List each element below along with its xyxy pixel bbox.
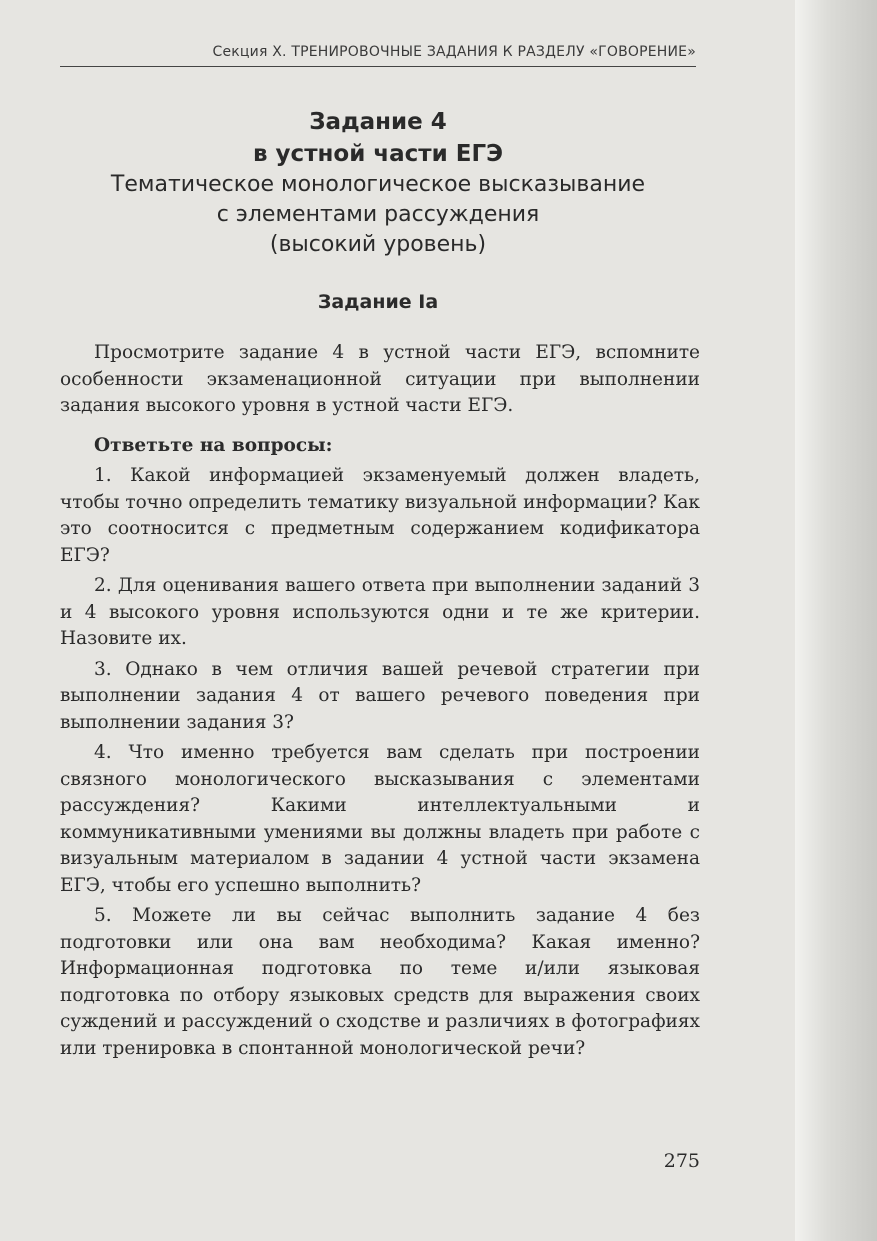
question-1: 1. Какой информацией экзаменуемый должен владеть, чтобы точно определить тематику визуальной информации? Как это соотносится с предметным содержанием кодификатора ЕГЭ? xyxy=(60,465,700,566)
subtask-heading: Задание Iа xyxy=(317,291,439,313)
heading-line-3: Тематическое монологическое высказывание xyxy=(110,172,646,197)
intro-paragraph: Просмотрите задание 4 в устной части ЕГЭ, вспомните особенности экзаменационной ситуации при выполнении задания высокого уровня в устной части ЕГЭ. xyxy=(60,342,700,416)
task-heading xyxy=(60,106,696,260)
header-rule xyxy=(60,66,696,67)
heading-line-4: с элементами рассуждения xyxy=(216,202,540,227)
questions-label: Ответьте на вопросы: xyxy=(94,434,333,456)
question-4: 4. Что именно требуется вам сделать при построении связного монологического высказывания с элементами рассуждения? Какими интеллектуальными и коммуникативными умениями вы должны владеть при работе с визуальным материалом в задании 4 устной части экзамена ЕГЭ, чтобы его успешно выполнить? xyxy=(60,742,700,896)
body-text xyxy=(60,340,700,1062)
running-head: Секция X. ТРЕНИРОВОЧНЫЕ ЗАДАНИЯ К РАЗДЕЛУ «ГОВОРЕНИЕ» xyxy=(212,44,696,60)
page-edge xyxy=(795,0,877,1241)
heading-line-2: в устной части ЕГЭ xyxy=(253,141,503,167)
page-number: 275 xyxy=(663,1150,700,1172)
heading-line-5: (высокий уровень) xyxy=(269,232,487,257)
heading-line-1: Задание 4 xyxy=(309,109,447,135)
question-5: 5. Можете ли вы сейчас выполнить задание 4 без подготовки или она вам необходима? Какая именно? Информационная подготовка по теме и/или языковая подготовка по отбору языковых средств для выражения своих суждений и рассуждений о сходстве и различиях в фотографиях или тренировка в спонтанной монологической речи? xyxy=(60,905,700,1059)
question-2: 2. Для оценивания вашего ответа при выполнении заданий 3 и 4 высокого уровня используются одни и те же критерии. Назовите их. xyxy=(60,575,700,649)
question-3: 3. Однако в чем отличия вашей речевой стратегии при выполнении задания 4 от вашего речевого поведения при выполнении задания 3? xyxy=(60,658,700,733)
